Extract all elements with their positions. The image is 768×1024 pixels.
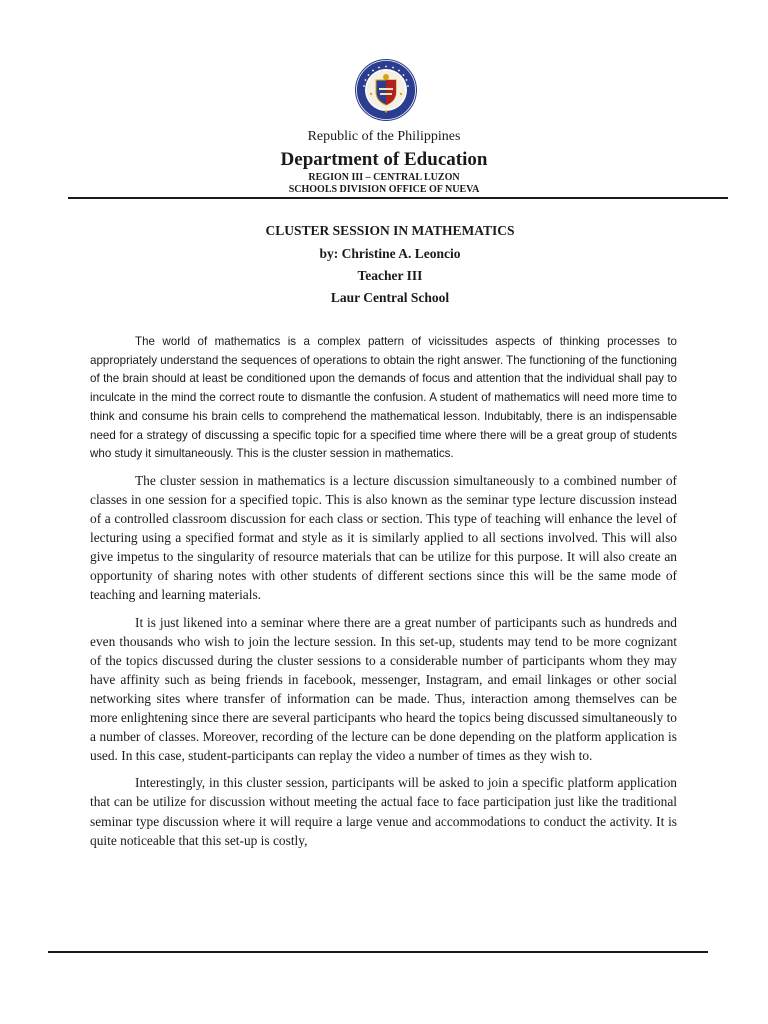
paragraph-3: It is just likened into a seminar where there are a great number of participants such as hundreds and even thousands who wish to join the lecture session. In this set-up, students may tend to be more cognizant of the topics discussed during the cluster sessions to a considerable number of participants whom they may have affinity such as being friends in facebook, messenger, Instagram, and email linkages or other social networking sites where transfer of information can be made. Thus, interaction among themselves can be more enlightening since there are several participants who heard the topics being discussed simultaneously to a number of classes. Moreover, recording of the lecture can be done depending on the platform application is used. In this case, student-participants can replay the video a number of times as they wish to. xyxy=(90,614,677,764)
author-school: Laur Central School xyxy=(330,290,450,305)
author-position: Teacher III xyxy=(357,268,423,283)
letterhead xyxy=(0,128,768,196)
department-title: Department of Education xyxy=(280,149,488,170)
seal-icon xyxy=(354,58,418,122)
paragraph-4: Interestingly, in this cluster session, participants will be asked to join a specific platform application that can be utilize for discussion without meeting the actual face to face participation just like the traditional seminar type discussion where it will require a large venue and accommodations to conduct the activity. It is quite noticeable that this set-up is costly, xyxy=(90,775,677,848)
header-divider xyxy=(68,197,728,199)
paragraph-1: The world of mathematics is a complex pattern of vicissitudes aspects of thinking processes to appropriately understand the sequences of operations to obtain the right answer. The functioning of the functioning of the brain should at least be conditioned upon the demands of focus and attention that the individual shall pay to inculcate in the mind the correct route to dismantle the confusion. A student of mathematics will need more time to think and consume his brain cells to comprehend the mathematical lesson. Indubitably, there is an indispensable need for a strategy of discussing a specific topic for a specified time where there will be a great group of students who study it simultaneously. This is the cluster session in mathematics. xyxy=(90,335,677,461)
article-heading xyxy=(0,220,768,309)
article-title: CLUSTER SESSION IN MATHEMATICS xyxy=(265,223,515,238)
article-author: by: Christine A. Leoncio xyxy=(319,246,461,261)
division-label: SCHOOLS DIVISION OFFICE OF NUEVA xyxy=(288,184,480,195)
footer-divider xyxy=(48,951,708,953)
republic-label: Republic of the Philippines xyxy=(307,129,461,144)
deped-seal xyxy=(354,58,418,122)
article-body xyxy=(90,333,677,858)
paragraph-2: The cluster session in mathematics is a lecture discussion simultaneously to a combined number of classes in one session for a specified topic. This is also known as the seminar type lecture discussion instead of a controlled classroom discussion for each class or section. This type of teaching will enhance the level of lecturing using a specified format and style as it is similarly applied to all sections involved. This will also give impetus to the singularity of resource materials that can be utilize for this purpose. It will also create an opportunity of sharing notes with other students of different sections since this will be the same mode of teaching and learning materials. xyxy=(90,472,677,603)
region-label: REGION III – CENTRAL LUZON xyxy=(308,172,460,183)
